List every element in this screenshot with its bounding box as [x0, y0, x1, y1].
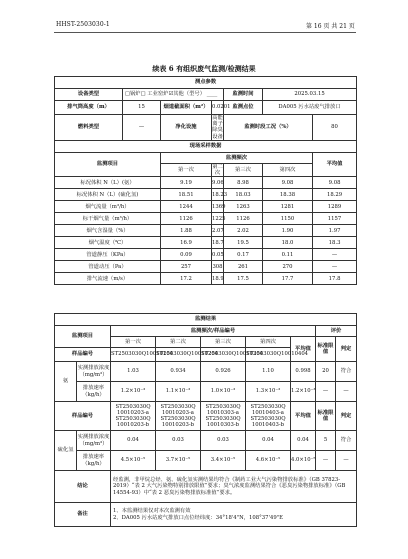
remark-line-2: 2、DA005 污水站废气排放口点位经纬度：34°18'4"N，108°37'49"E [113, 514, 284, 521]
purify-label: 净化设施 [161, 115, 212, 141]
h2s-sample-1-line-1: ST2503030Q [115, 403, 151, 410]
page-number: 第 16 页 共 21 页 [306, 23, 355, 30]
ammonia-rate-2: 1.1×10⁻³ [156, 382, 201, 402]
point-value: DA005 污水站废气排放口 [263, 101, 357, 115]
ammonia-name: 氨 [55, 362, 77, 402]
purify-value: 高能离子除臭设备 [212, 115, 223, 140]
flue-area-value: 0.0201 [212, 101, 224, 115]
ammonia-sample-1: ST2503030Q10010104 [111, 348, 156, 362]
sampling-value-4: 18.38 [263, 189, 313, 201]
page-header [0, 21, 408, 31]
sampling-value-3: 2.02 [224, 225, 263, 237]
point-label: 监测点位 [224, 101, 263, 115]
monitor-time-value: 2025.03.15 [263, 89, 357, 101]
ammonia-sample-2: ST2503030Q10010204 [156, 348, 201, 362]
sampling-value-2: 0.05 [212, 249, 224, 261]
h2s-conc-2: 0.03 [156, 431, 201, 451]
sampling-value-3: 18.03 [224, 189, 263, 201]
h2s-sample-1-line-2: 10010203-a [117, 409, 149, 416]
sampling-avg: 9.08 [313, 177, 357, 189]
results-col-4: 第四次 [246, 337, 291, 348]
sampling-value-1: 17.2 [161, 273, 212, 285]
sampling-value-1: 1126 [161, 213, 212, 225]
sampling-row [55, 213, 357, 225]
sampling-row [55, 201, 357, 213]
h2s-conc-1: 0.04 [111, 431, 156, 451]
sampling-row [55, 189, 357, 201]
sampling-value-1: 1.88 [161, 225, 212, 237]
flue-area-label: 烟道截面积（m²） [161, 101, 212, 115]
sampling-value-4: 1281 [263, 201, 313, 213]
h2s-sample-1 [111, 402, 156, 431]
sampling-value-1: 257 [161, 261, 212, 273]
sampling-row-label: 烟气温度（℃） [55, 237, 161, 249]
sampling-value-4: 0.11 [263, 249, 313, 261]
sampling-avg: — [313, 249, 357, 261]
sampling-col-3: 第三次 [224, 163, 263, 176]
ammonia-rate-4: 1.3×10⁻³ [246, 382, 291, 402]
sampling-value-2: 18.9 [212, 273, 224, 285]
section-params: 测点参数 [55, 77, 357, 89]
sampling-item-header: 监测项目 [55, 152, 161, 176]
ammonia-rate-1: 1.2×10⁻³ [111, 382, 156, 402]
condition-value: 80 [313, 115, 357, 141]
sampling-col-2: 第二次 [212, 163, 223, 177]
results-judge-header: 判定 [336, 337, 357, 362]
condition-label: 监测时段工况（%） [224, 115, 313, 141]
remark-line-1: 1、本监测结果仅对本次监测有效 [113, 508, 191, 515]
sampling-value-2: 18.7 [212, 237, 224, 249]
sampling-row [55, 261, 357, 273]
sampling-value-4: 1150 [263, 213, 313, 225]
sampling-avg: 17.8 [313, 273, 357, 285]
ammonia-rate-avg: 1.2×10⁻³ [291, 382, 316, 402]
h2s-sample-2-line-2: 10010203-a [162, 409, 194, 416]
ammonia-sample-label: 样品编号 [55, 348, 111, 362]
sampling-value-3: 19.5 [224, 237, 263, 249]
remark-label: 备注 [55, 503, 111, 527]
results-avg-header: 平均值 [291, 337, 316, 362]
h2s-rate-3: 3.4×10⁻⁵ [201, 451, 246, 471]
h2s-sample-3-line-1: ST2503030Q [205, 403, 241, 410]
sampling-value-2: 9.06 [212, 177, 224, 189]
sampling-value-4: 270 [263, 261, 313, 273]
h2s-rate-4: 4.6×10⁻⁵ [246, 451, 291, 471]
h2s-conc-judge: 符合 [336, 431, 357, 451]
ammonia-conc-4: 1.10 [246, 362, 291, 382]
h2s-rate-avg: 4.0×10⁻⁵ [291, 451, 316, 471]
sampling-row [55, 177, 357, 189]
h2s-limit-header: 标准限值 [316, 402, 336, 431]
h2s-sample-3-line-3: ST2503030Q [205, 416, 241, 422]
sampling-value-3: 17.5 [224, 273, 263, 285]
h2s-sample-4-line-4: 10010403-b [251, 422, 285, 429]
sampling-row-label: 烟气含湿量（%） [55, 225, 161, 237]
sampling-avg: 18.29 [313, 189, 357, 201]
ammonia-rate-3: 1.0×10⁻³ [201, 382, 246, 402]
sampling-avg: — [313, 261, 357, 273]
results-col-1: 第一次 [111, 337, 156, 348]
h2s-sample-2-line-4: 10010203-b [161, 422, 195, 429]
h2s-avg-header: 平均值 [291, 402, 316, 431]
ammonia-conc-label: 实测排放浓度（mg/m³） [77, 362, 111, 382]
h2s-rate-label: 排放速率（kg/h） [77, 451, 111, 471]
sampling-value-4: 17.7 [263, 273, 313, 285]
conclusion-label: 结论 [55, 471, 111, 503]
results-col-3: 第三次 [201, 337, 246, 348]
h2s-sample-2 [156, 402, 201, 431]
h2s-rate-2: 3.7×10⁻⁵ [156, 451, 201, 471]
sampling-value-2: 308 [212, 261, 224, 273]
sampling-row-label: 排气流速（m/s） [55, 273, 161, 285]
results-eval-header: 评价 [316, 326, 357, 337]
header-divider [54, 32, 356, 33]
sampling-value-1: 9.19 [161, 177, 212, 189]
h2s-sample-4-line-3: ST2503030Q [250, 416, 286, 422]
sampling-avg: 1157 [313, 213, 357, 225]
sampling-row-label: 管道动压（Pa） [55, 261, 161, 273]
sampling-value-1: 16.9 [161, 237, 212, 249]
sampling-value-2: 2.07 [212, 225, 224, 237]
table-title: 续表 6 有组织废气监测/检测结果 [152, 64, 256, 73]
h2s-conc-4: 0.04 [246, 431, 291, 451]
ammonia-conc-limit: 20 [316, 362, 336, 382]
sampling-avg: 1289 [313, 201, 357, 213]
h2s-conc-limit: 5 [316, 431, 336, 451]
h2s-sample-3-line-2: 10010303-a [207, 409, 239, 416]
sampling-value-2: 18.23 [212, 189, 224, 201]
ammonia-sample-3: ST2503030Q10010304 [201, 348, 246, 362]
h2s-name: 硫化氢 [55, 431, 77, 471]
sampling-row [55, 273, 357, 285]
ammonia-conc-judge: 符合 [336, 362, 357, 382]
h2s-conc-label: 实测排放浓度（mg/m³） [77, 431, 111, 451]
results-table [54, 313, 357, 527]
sampling-col-1: 第一次 [161, 163, 212, 176]
doc-number: HHST-2503030-1 [56, 21, 110, 28]
sampling-row-label: 管道静压（KPa） [55, 249, 161, 261]
h2s-sample-3-line-4: 10010303-b [206, 422, 240, 429]
ammonia-sample-4: ST2503030Q10010404 [246, 348, 291, 362]
h2s-conc-avg: 0.04 [291, 431, 316, 451]
results-col-2: 第二次 [156, 337, 201, 348]
params-sampling-table [54, 76, 357, 285]
h2s-rate-limit: — [316, 451, 336, 471]
h2s-sample-4-line-2: 10010403-a [252, 409, 284, 416]
remark-text [111, 503, 357, 527]
ammonia-rate-limit: — [316, 382, 336, 402]
sampling-row [55, 225, 357, 237]
stack-height-value: 15 [123, 101, 161, 115]
sampling-value-3: 1126 [224, 213, 263, 225]
h2s-rate-judge: — [336, 451, 357, 471]
h2s-sample-1-line-4: 10010203-b [116, 422, 150, 429]
sampling-row [55, 249, 357, 261]
h2s-sample-1-line-3: ST2503030Q [115, 416, 151, 422]
ammonia-conc-2: 0.934 [156, 362, 201, 382]
ammonia-conc-avg: 0.998 [291, 362, 316, 382]
sampling-row-label: 标况体积 N（L）(氨） [55, 177, 161, 189]
sampling-value-4: 9.08 [263, 177, 313, 189]
ammonia-conc-1: 1.03 [111, 362, 156, 382]
h2s-sample-label: 样品编号 [55, 402, 111, 431]
results-freq-header: 监测频次/样品编号 [111, 326, 316, 337]
h2s-conc-3: 0.03 [201, 431, 246, 451]
sampling-value-4: 1.90 [263, 225, 313, 237]
section-sampling: 现场采样数据 [55, 140, 357, 152]
h2s-rate-1: 4.5×10⁻⁵ [111, 451, 156, 471]
sampling-row-label: 标干烟气量（m³/h） [55, 213, 161, 225]
h2s-sample-4 [246, 402, 291, 431]
device-type-value: □锅炉□ 工业窑炉☑其他（型号） ____ [123, 89, 224, 101]
fuel-label: 燃料类型 [55, 115, 123, 141]
h2s-judge-header: 判定 [336, 402, 357, 431]
sampling-value-3: 1263 [224, 201, 263, 213]
h2s-sample-3 [201, 402, 246, 431]
sampling-value-3: 0.17 [224, 249, 263, 261]
sampling-value-1: 18.51 [161, 189, 212, 201]
sampling-value-2: 1225 [212, 213, 224, 225]
sampling-avg: 18.3 [313, 237, 357, 249]
h2s-sample-2-line-1: ST2503030Q [160, 403, 196, 410]
sampling-value-3: 261 [224, 261, 263, 273]
sampling-value-2: 1369 [212, 201, 224, 213]
fuel-value: — [123, 115, 161, 141]
ammonia-rate-judge: — [336, 382, 357, 402]
sampling-freq-header: 监测频次 [161, 152, 313, 163]
ammonia-rate-label: 排放速率（kg/h） [77, 382, 111, 402]
results-item-header: 监测项目 [55, 326, 111, 348]
sampling-value-1: 1244 [161, 201, 212, 213]
conclusion-text: 经监测，非甲烷总烃、氨、硫化氢实测结果均符合《制药工业大气污染物排放标准》（GB 37823-2019）“表 2 大气污染物特别排放限值”要求；臭气浓度监测结果符合《恶臭污染物排放标准》（GB 14554-93）中“表 2 恶臭污染物排放标准值”要求。 [111, 471, 357, 503]
sampling-avg-header: 平均值 [313, 152, 357, 176]
sampling-value-3: 8.98 [224, 177, 263, 189]
device-type-label: 设备类型 [55, 89, 123, 101]
h2s-sample-4-line-1: ST2503030Q [250, 403, 286, 410]
sampling-value-1: 0.09 [161, 249, 212, 261]
sampling-col-4: 第四次 [263, 163, 313, 176]
stack-height-label: 排气筒高度（m） [55, 101, 123, 115]
sampling-avg: 1.97 [313, 225, 357, 237]
results-limit-header: 标准限值 [316, 337, 336, 362]
section-results: 监测结果 [55, 314, 357, 326]
sampling-row [55, 237, 357, 249]
sampling-row-label: 标况体积 N（L）(硫化氢) [55, 189, 161, 201]
monitor-time-label: 监测时间 [224, 89, 263, 101]
sampling-value-4: 18.0 [263, 237, 313, 249]
ammonia-conc-3: 0.926 [201, 362, 246, 382]
h2s-sample-2-line-3: ST2503030Q [160, 416, 196, 422]
sampling-row-label: 烟气流量（m³/h） [55, 201, 161, 213]
